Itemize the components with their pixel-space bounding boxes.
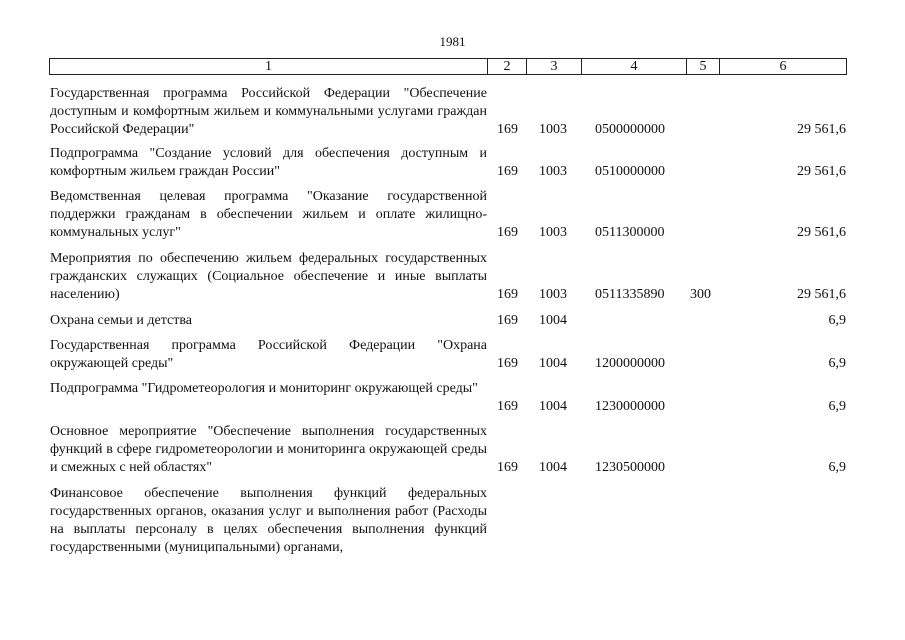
row-description: Финансовое обеспечение выполнения функций федеральных государственных органов, оказания услуг и выполнения работ (Расходы на выплаты персоналу в целях обеспечения выполнения функций государственными (муниципальными) органами, xyxy=(50,486,487,555)
row-col-4: 0511335890 xyxy=(595,287,665,302)
row-col-3: 1004 xyxy=(539,460,567,475)
row-col-2: 169 xyxy=(497,164,518,179)
table-row xyxy=(0,250,905,304)
row-description: Подпрограмма "Гидрометеорология и мониторинг окружающей среды" xyxy=(50,381,478,396)
row-col-3: 1004 xyxy=(539,313,567,328)
table-header xyxy=(49,58,847,75)
row-col-4: 0511300000 xyxy=(595,225,665,240)
table-row xyxy=(0,312,905,330)
row-col-3: 1004 xyxy=(539,399,567,414)
row-col-3: 1004 xyxy=(539,356,567,371)
row-col-2: 169 xyxy=(497,399,518,414)
row-col-4: 0500000000 xyxy=(595,122,665,137)
row-col-6: 6,9 xyxy=(828,460,846,475)
row-col-2: 169 xyxy=(497,313,518,328)
row-col-6: 29 561,6 xyxy=(797,164,846,179)
row-col-3: 1003 xyxy=(539,287,567,302)
row-description: Основное мероприятие "Обеспечение выполнения государственных функций в сфере гидрометеорологии и мониторинга окружающей среды и смежных с ней областях" xyxy=(50,424,487,475)
page-number: 1981 xyxy=(439,34,466,49)
row-col-4: 1230000000 xyxy=(595,399,665,414)
row-col-6: 29 561,6 xyxy=(797,122,846,137)
row-description: Государственная программа Российской Федерации "Обеспечение доступным и комфортным жильем и коммунальными услугами граждан Российской Федерации" xyxy=(50,86,487,137)
row-col-3: 1003 xyxy=(539,122,567,137)
row-col-2: 169 xyxy=(497,122,518,137)
row-col-6: 29 561,6 xyxy=(797,225,846,240)
row-col-6: 6,9 xyxy=(828,356,846,371)
table-row xyxy=(0,485,905,557)
row-col-6: 29 561,6 xyxy=(797,287,846,302)
row-col-6: 6,9 xyxy=(828,313,846,328)
row-col-2: 169 xyxy=(497,287,518,302)
header-col-6: 6 xyxy=(779,59,787,74)
row-description: Государственная программа Российской Федерации "Охрана окружающей среды" xyxy=(50,338,487,371)
table-row xyxy=(0,145,905,181)
header-col-1: 1 xyxy=(50,59,488,74)
header-col-2: 2 xyxy=(488,59,527,74)
table-row xyxy=(0,188,905,242)
table-row xyxy=(0,85,905,139)
table-row xyxy=(0,380,905,416)
header-col-3: 3 xyxy=(527,59,582,74)
header-col-5: 5 xyxy=(687,59,720,74)
row-col-3: 1003 xyxy=(539,164,567,179)
row-description: Подпрограмма "Создание условий для обеспечения доступным и комфортным жильем граждан России" xyxy=(50,146,487,179)
row-col-2: 169 xyxy=(497,356,518,371)
table-row xyxy=(0,423,905,477)
row-col-4: 1200000000 xyxy=(595,356,665,371)
header-col-4: 4 xyxy=(582,59,687,74)
row-col-2: 169 xyxy=(497,225,518,240)
row-col-4: 1230500000 xyxy=(595,460,665,475)
row-description: Ведомственная целевая программа "Оказание государственной поддержки гражданам в обеспечении жильем и оплате жилищно-коммунальных услуг" xyxy=(50,189,487,240)
row-col-3: 1003 xyxy=(539,225,567,240)
row-col-4: 0510000000 xyxy=(595,164,665,179)
table-row xyxy=(0,337,905,373)
row-description: Охрана семьи и детства xyxy=(50,313,192,328)
row-col-5: 300 xyxy=(690,287,711,302)
row-col-2: 169 xyxy=(497,460,518,475)
row-col-6: 6,9 xyxy=(828,399,846,414)
row-description: Мероприятия по обеспечению жильем федеральных государственных гражданских служащих (Социальное обеспечение и иные выплаты населению) xyxy=(50,251,487,302)
